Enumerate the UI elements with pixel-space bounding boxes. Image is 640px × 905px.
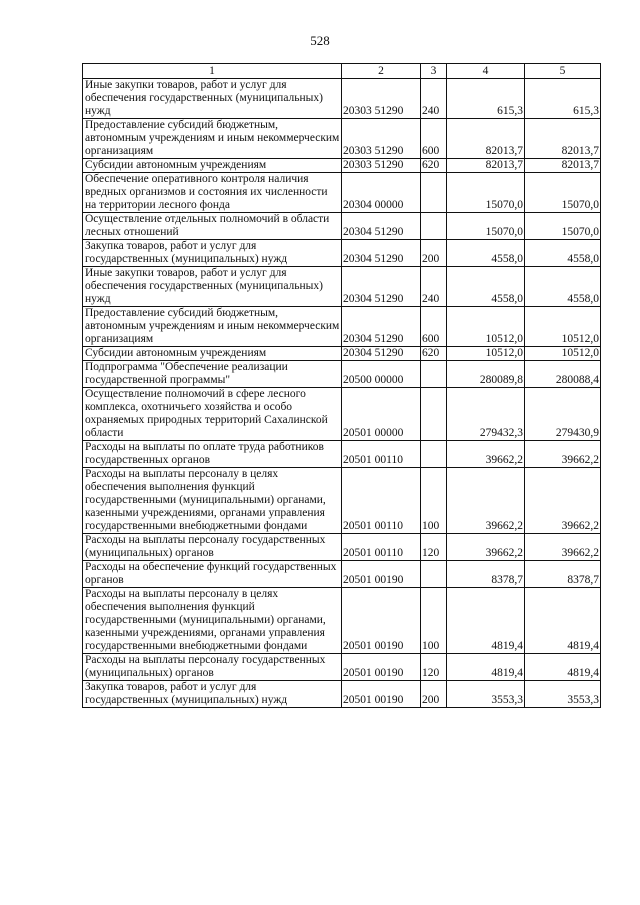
row-name-cell: Подпрограмма "Обеспечение реализации государственной программы" [83, 361, 342, 388]
row-code-cell: 20501 00190 [342, 681, 421, 708]
row-value-col5-cell: 615,3 [525, 79, 601, 119]
row-value-col4-cell: 8378,7 [447, 561, 525, 588]
header-col-4: 4 [447, 64, 525, 79]
table-row [83, 119, 601, 159]
row-code-cell: 20304 51290 [342, 307, 421, 347]
row-code-cell: 20304 51290 [342, 213, 421, 240]
row-value-col4-cell: 15070,0 [447, 213, 525, 240]
row-value-col5-cell: 10512,0 [525, 347, 601, 361]
table-body [83, 79, 601, 708]
table-row [83, 79, 601, 119]
row-value-col5-cell: 39662,2 [525, 534, 601, 561]
table-row [83, 388, 601, 441]
row-value-col4-cell: 15070,0 [447, 173, 525, 213]
row-value-col5-cell: 10512,0 [525, 307, 601, 347]
row-value-col4-cell: 10512,0 [447, 347, 525, 361]
row-code-cell: 20500 00000 [342, 361, 421, 388]
row-value-col4-cell: 82013,7 [447, 119, 525, 159]
row-value-col4-cell: 4558,0 [447, 240, 525, 267]
row-code-cell: 20303 51290 [342, 79, 421, 119]
row-code-cell: 20303 51290 [342, 159, 421, 173]
row-value-col5-cell: 4819,4 [525, 654, 601, 681]
row-name-cell: Закупка товаров, работ и услуг для государственных (муниципальных) нужд [83, 681, 342, 708]
row-value-col5-cell: 279430,9 [525, 388, 601, 441]
row-name-cell: Расходы на выплаты персоналу в целях обеспечения выполнения функций государственными (муниципальными) органами, казенными учреждениями, органами управления государственными внебюджетными фондами [83, 588, 342, 654]
row-value-col5-cell: 4558,0 [525, 267, 601, 307]
budget-table [82, 63, 601, 708]
table-row [83, 681, 601, 708]
row-value-col4-cell: 39662,2 [447, 534, 525, 561]
row-expense-type-cell [421, 213, 447, 240]
row-value-col5-cell: 280088,4 [525, 361, 601, 388]
row-value-col4-cell: 39662,2 [447, 468, 525, 534]
table-row [83, 588, 601, 654]
row-expense-type-cell: 100 [421, 588, 447, 654]
table-row [83, 534, 601, 561]
row-expense-type-cell: 600 [421, 307, 447, 347]
table-row [83, 561, 601, 588]
table-row [83, 361, 601, 388]
row-value-col5-cell: 8378,7 [525, 561, 601, 588]
row-value-col4-cell: 280089,8 [447, 361, 525, 388]
row-name-cell: Осуществление полномочий в сфере лесного комплекса, охотничьего хозяйства и особо охраняемых природных территорий Сахалинской области [83, 388, 342, 441]
row-expense-type-cell: 120 [421, 534, 447, 561]
row-name-cell: Иные закупки товаров, работ и услуг для обеспечения государственных (муниципальных) нужд [83, 267, 342, 307]
row-value-col5-cell: 4819,4 [525, 588, 601, 654]
row-expense-type-cell: 620 [421, 347, 447, 361]
row-expense-type-cell: 100 [421, 468, 447, 534]
row-code-cell: 20501 00110 [342, 534, 421, 561]
row-name-cell: Расходы на выплаты персоналу государственных (муниципальных) органов [83, 654, 342, 681]
table-row [83, 347, 601, 361]
row-expense-type-cell [421, 173, 447, 213]
row-expense-type-cell: 620 [421, 159, 447, 173]
row-value-col5-cell: 82013,7 [525, 119, 601, 159]
row-name-cell: Субсидии автономным учреждениям [83, 347, 342, 361]
row-name-cell: Иные закупки товаров, работ и услуг для обеспечения государственных (муниципальных) нужд [83, 79, 342, 119]
row-expense-type-cell [421, 388, 447, 441]
row-expense-type-cell: 200 [421, 240, 447, 267]
row-code-cell: 20501 00110 [342, 468, 421, 534]
page-number: 528 [310, 33, 330, 48]
row-code-cell: 20501 00190 [342, 588, 421, 654]
row-name-cell: Субсидии автономным учреждениям [83, 159, 342, 173]
header-col-5: 5 [525, 64, 601, 79]
row-code-cell: 20501 00190 [342, 561, 421, 588]
row-name-cell: Расходы на выплаты персоналу в целях обеспечения выполнения функций государственными (муниципальными) органами, казенными учреждениями, органами управления государственными внебюджетными фондами [83, 468, 342, 534]
table-row [83, 267, 601, 307]
row-name-cell: Предоставление субсидий бюджетным, автономным учреждениям и иным некоммерческим организациям [83, 119, 342, 159]
row-code-cell: 20501 00110 [342, 441, 421, 468]
row-code-cell: 20501 00000 [342, 388, 421, 441]
row-name-cell: Закупка товаров, работ и услуг для государственных (муниципальных) нужд [83, 240, 342, 267]
row-expense-type-cell [421, 361, 447, 388]
table-row [83, 213, 601, 240]
row-value-col5-cell: 15070,0 [525, 173, 601, 213]
row-code-cell: 20304 00000 [342, 173, 421, 213]
row-expense-type-cell: 600 [421, 119, 447, 159]
table-row [83, 240, 601, 267]
row-name-cell: Обеспечение оперативного контроля наличия вредных организмов и состояния их численности на территории лесного фонда [83, 173, 342, 213]
row-value-col4-cell: 615,3 [447, 79, 525, 119]
header-col-1: 1 [83, 64, 342, 79]
table-row [83, 468, 601, 534]
table-header [83, 64, 601, 79]
row-code-cell: 20501 00190 [342, 654, 421, 681]
row-code-cell: 20303 51290 [342, 119, 421, 159]
row-name-cell: Осуществление отдельных полномочий в области лесных отношений [83, 213, 342, 240]
row-value-col5-cell: 39662,2 [525, 441, 601, 468]
row-expense-type-cell: 200 [421, 681, 447, 708]
row-expense-type-cell: 120 [421, 654, 447, 681]
row-code-cell: 20304 51290 [342, 347, 421, 361]
table-row [83, 307, 601, 347]
row-code-cell: 20304 51290 [342, 267, 421, 307]
row-value-col4-cell: 4819,4 [447, 588, 525, 654]
table-row [83, 654, 601, 681]
row-value-col4-cell: 82013,7 [447, 159, 525, 173]
row-expense-type-cell: 240 [421, 79, 447, 119]
row-name-cell: Расходы на выплаты персоналу государственных (муниципальных) органов [83, 534, 342, 561]
row-value-col4-cell: 39662,2 [447, 441, 525, 468]
row-code-cell: 20304 51290 [342, 240, 421, 267]
header-row [83, 64, 601, 79]
row-value-col4-cell: 10512,0 [447, 307, 525, 347]
header-col-2: 2 [342, 64, 421, 79]
table-row [83, 441, 601, 468]
table-row [83, 173, 601, 213]
row-value-col5-cell: 15070,0 [525, 213, 601, 240]
table-row [83, 159, 601, 173]
row-expense-type-cell: 240 [421, 267, 447, 307]
row-value-col4-cell: 4819,4 [447, 654, 525, 681]
row-value-col4-cell: 4558,0 [447, 267, 525, 307]
row-value-col4-cell: 3553,3 [447, 681, 525, 708]
row-value-col5-cell: 4558,0 [525, 240, 601, 267]
row-value-col4-cell: 279432,3 [447, 388, 525, 441]
row-value-col5-cell: 3553,3 [525, 681, 601, 708]
row-expense-type-cell [421, 561, 447, 588]
row-name-cell: Расходы на выплаты по оплате труда работников государственных органов [83, 441, 342, 468]
row-expense-type-cell [421, 441, 447, 468]
header-col-3: 3 [421, 64, 447, 79]
row-name-cell: Расходы на обеспечение функций государственных органов [83, 561, 342, 588]
row-value-col5-cell: 82013,7 [525, 159, 601, 173]
row-name-cell: Предоставление субсидий бюджетным, автономным учреждениям и иным некоммерческим организациям [83, 307, 342, 347]
row-value-col5-cell: 39662,2 [525, 468, 601, 534]
